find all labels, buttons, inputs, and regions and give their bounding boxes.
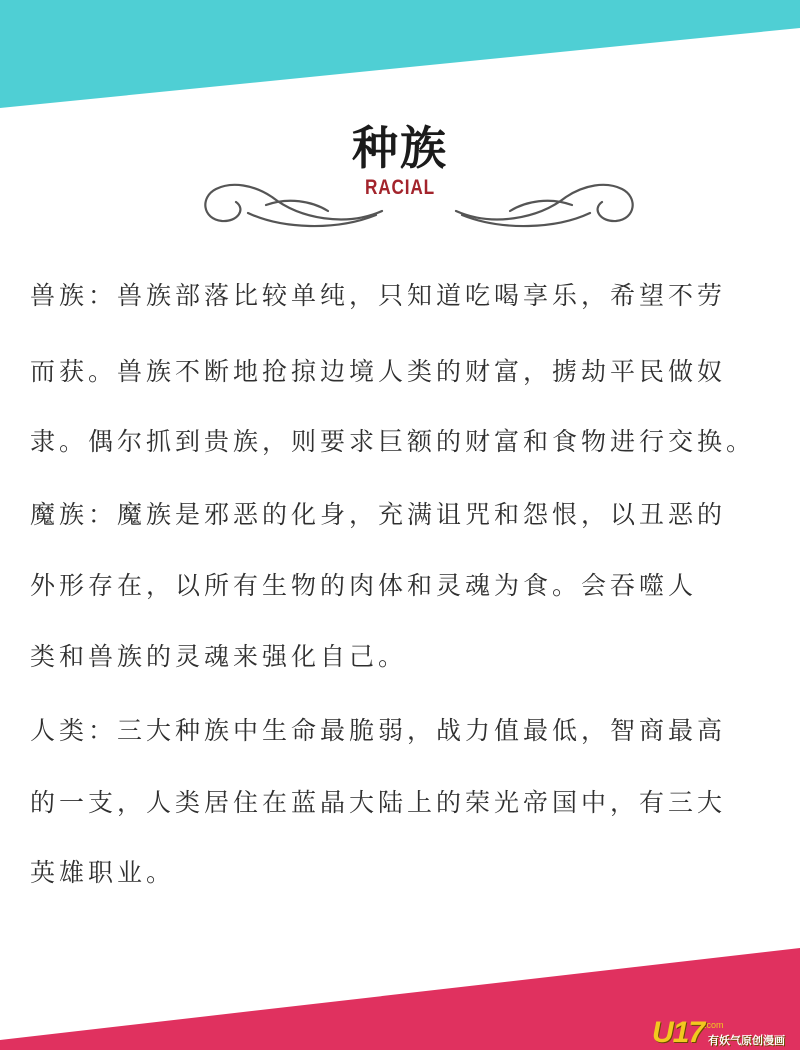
- logo-text: 有妖气原创漫画: [708, 1034, 785, 1047]
- page-subtitle: RACIAL: [365, 176, 435, 199]
- ornament-flourish-icon: [196, 175, 642, 235]
- body-line: 英雄职业。: [30, 858, 176, 887]
- body-line: 而获。兽族不断地抢掠边境人类的财富，掳劫平民做奴: [30, 357, 727, 386]
- page-title: 种族: [352, 121, 448, 175]
- logo-domain: .com: [704, 1020, 724, 1030]
- body-line: 兽族：兽族部落比较单纯，只知道吃喝享乐，希望不劳: [30, 281, 727, 310]
- top-teal-band: [0, 0, 800, 108]
- body-line: 类和兽族的灵魂来强化自己。: [30, 642, 408, 671]
- body-line: 隶。偶尔抓到贵族，则要求巨额的财富和食物进行交换。: [30, 427, 756, 456]
- body-line: 魔族：魔族是邪恶的化身，充满诅咒和怨恨，以丑恶的: [30, 500, 727, 529]
- body-line: 人类：三大种族中生命最脆弱，战力值最低，智商最高: [30, 716, 727, 745]
- body-line: 外形存在，以所有生物的肉体和灵魂为食。会吞噬人: [30, 571, 698, 600]
- watermark-logo: [652, 1018, 800, 1048]
- logo-mark: U17: [652, 1016, 705, 1049]
- body-line: 的一支，人类居住在蓝晶大陆上的荣光帝国中，有三大: [30, 788, 727, 817]
